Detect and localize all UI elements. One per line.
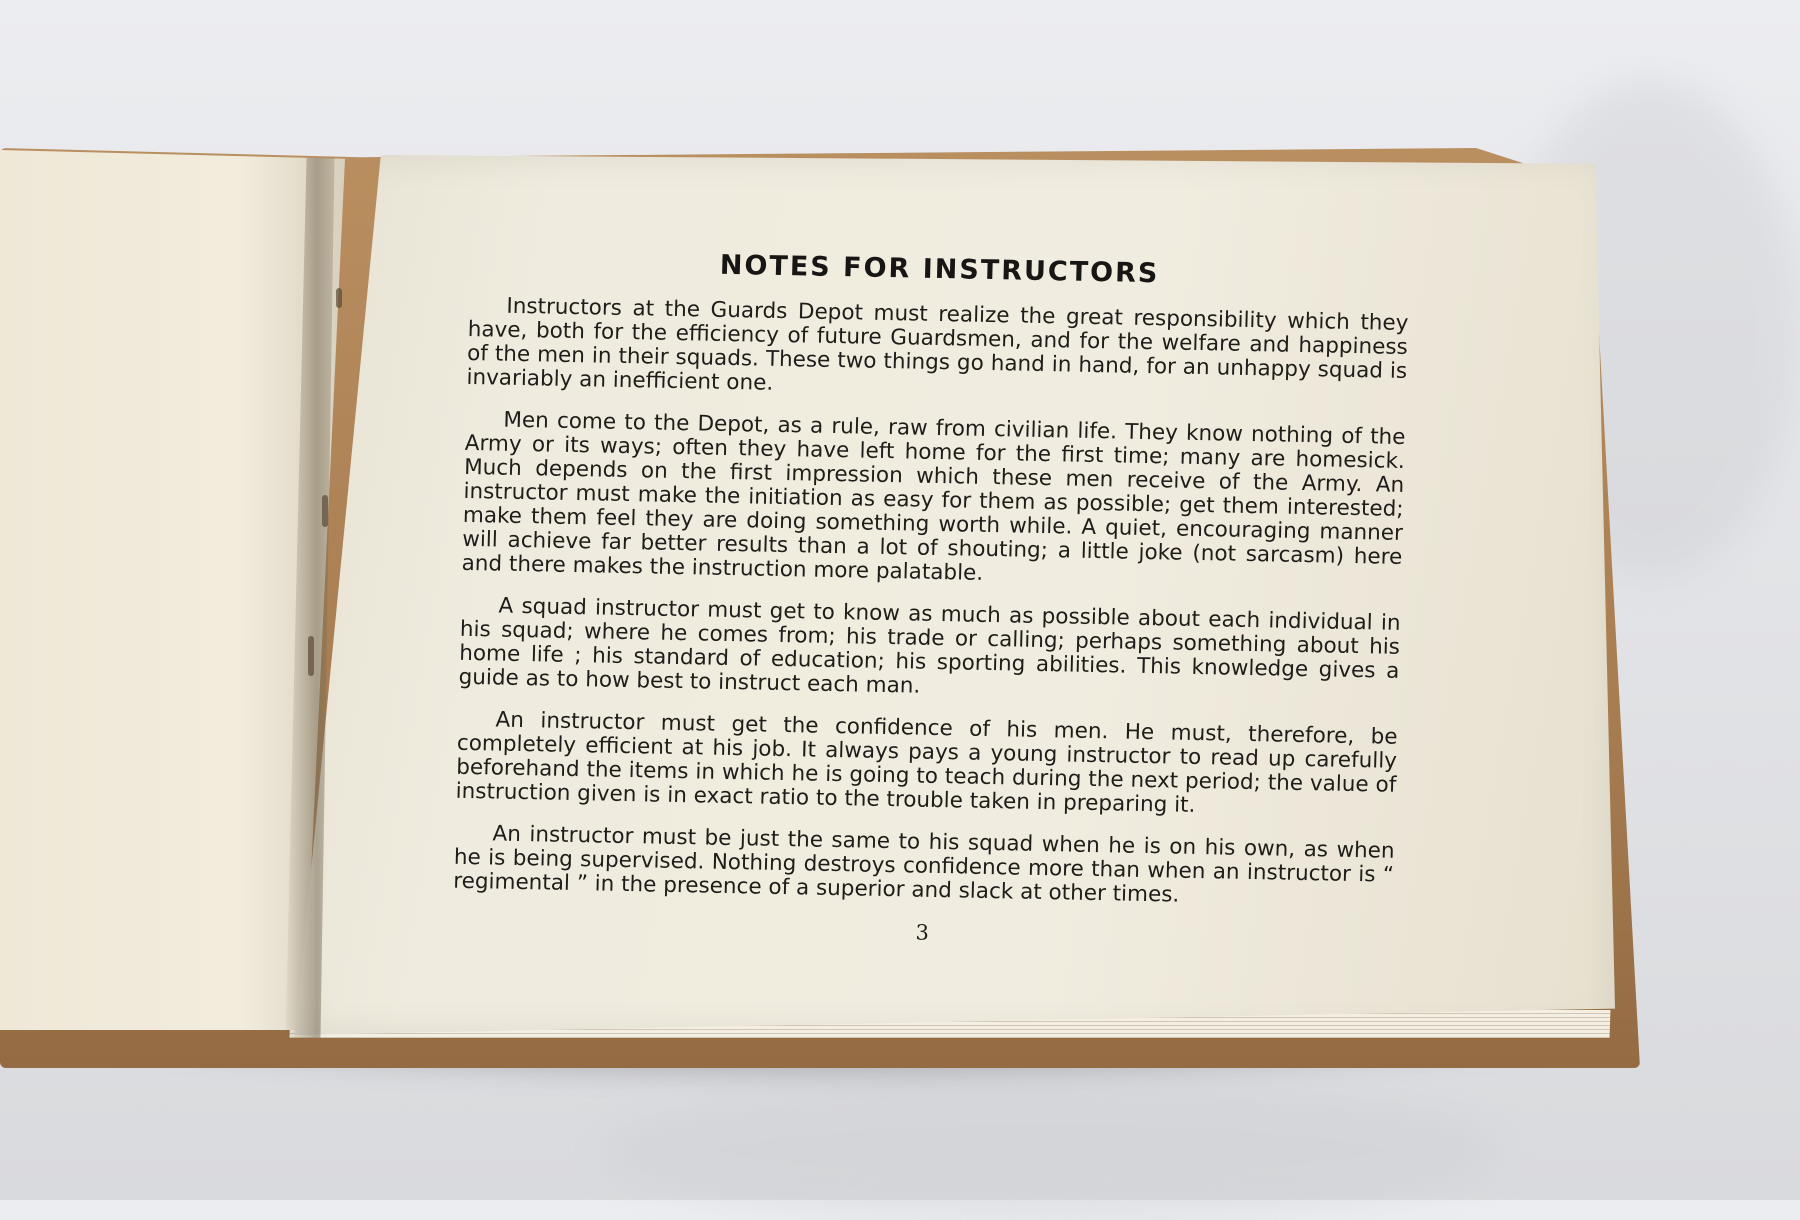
- page-title: NOTES FOR INSTRUCTORS: [719, 249, 1160, 290]
- stitch-mark: [336, 288, 342, 308]
- paragraph: Men come to the Depot, as a rule, raw from civilian life. They know nothing of the Army or its ways; often they have left home for the first time; many are homesick. Much depends on the first impression which these men receive of the Army. An instructor must make the initiation as easy for them as possible; get them interested; make them feel they are doing something worth while. A quiet, encouraging manner will achieve far better results than a lot of shouting; a little joke (not sarcasm) here and there makes the instruction more palatable.: [461, 407, 1406, 586]
- page-number: 3: [915, 920, 930, 945]
- stitch-mark: [308, 636, 314, 676]
- paragraph: Instructors at the Guards Depot must realize the great responsibility which they have, both for the efficiency of future Guardsmen, and for the welfare and happiness of the men in their squads. These two things go hand in hand, for an unhappy squad is invariably an inefficient one.: [466, 293, 1409, 396]
- stitch-mark: [322, 495, 328, 527]
- paragraph: A squad instructor must get to know as much as possible about each individual in his squad; where he comes from; his trade or calling; perhaps something about his home life ; his standard of education; his sporting abilities. This knowledge gives a guide as to how best to instruct each man.: [458, 593, 1401, 699]
- printed-page-text: [452, 245, 1410, 954]
- paragraph: An instructor must get the confidence of his men. He must, therefore, be completely efficient at his job. It always pays a young instructor to read up carefully beforehand the items in which he is going to teach during the next period; the value of instruction given is in exact ratio to the trouble taken in preparing it.: [455, 707, 1398, 818]
- cloth-fold: [600, 1080, 1500, 1220]
- paragraph: An instructor must be just the same to his squad when he is on his own, as when he is being supervised. Nothing destroys confidence more than when an instructor is “ regimental ” in the presence of a superior and slack at other times.: [453, 821, 1395, 908]
